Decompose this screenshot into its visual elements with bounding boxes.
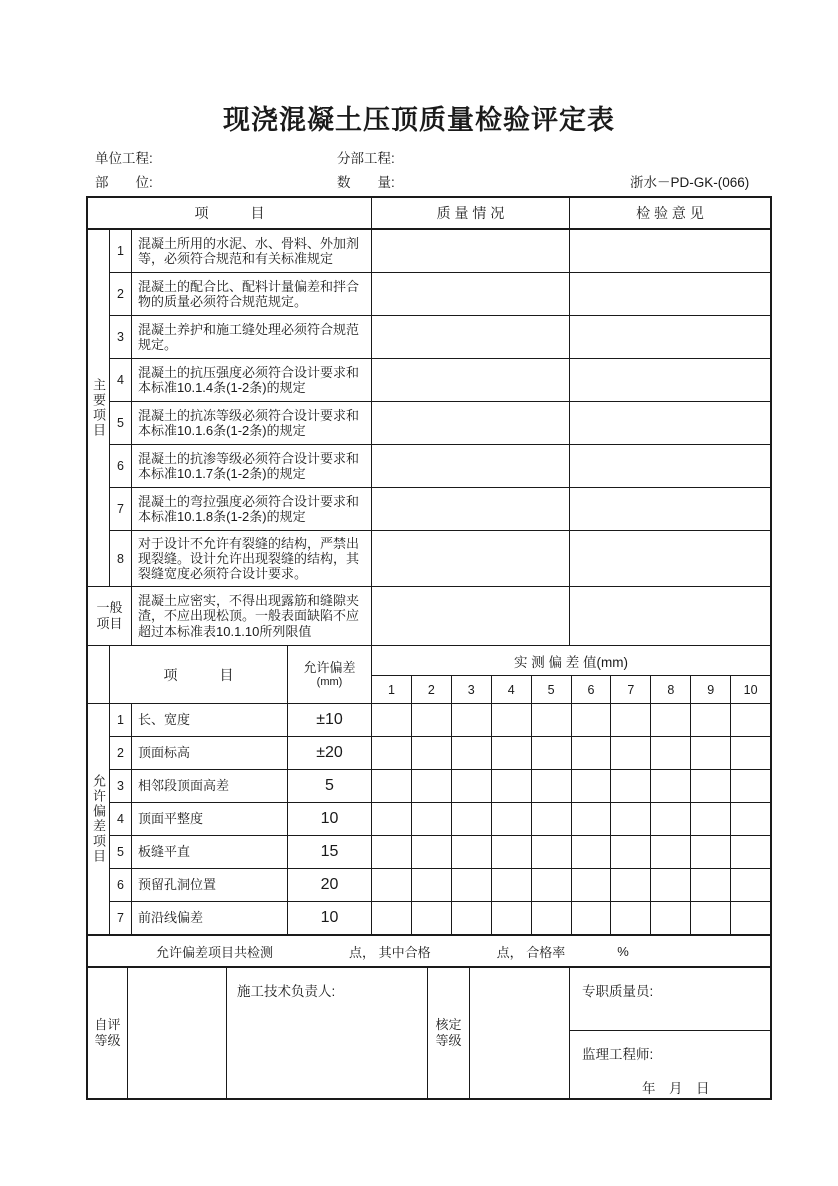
measure-cell	[372, 770, 412, 802]
measure-cell	[492, 704, 532, 736]
measure-cell	[651, 737, 691, 769]
quality-status-cell	[372, 488, 570, 530]
measure-cell	[532, 902, 572, 934]
measure-cell	[731, 770, 770, 802]
measure-cell	[691, 770, 731, 802]
division-project-label: 分部工程:	[337, 151, 395, 166]
measure-col-header: 3	[452, 676, 492, 703]
table-row	[110, 359, 770, 402]
measure-cell	[532, 803, 572, 835]
deviation-item: 顶面平整度	[132, 803, 288, 835]
measure-cell	[651, 803, 691, 835]
measure-cell	[372, 869, 412, 901]
allowed-value: 5	[288, 770, 372, 802]
measure-cell	[452, 737, 492, 769]
self-rating-value-cell	[128, 968, 227, 1098]
row-requirement: 混凝土养护和施工缝处理必须符合规范规定。	[132, 316, 372, 358]
measured-deviation-header	[372, 646, 770, 703]
measure-cell	[412, 704, 452, 736]
row-number: 3	[110, 316, 132, 358]
date-line: 年 月 日	[642, 1081, 710, 1096]
measure-cell	[412, 836, 452, 868]
measure-cell	[372, 836, 412, 868]
table-row	[110, 230, 770, 273]
quality-status-cell	[372, 531, 570, 586]
deviation-row	[110, 836, 770, 869]
allowed-value: 10	[288, 803, 372, 835]
inspection-opinion-cell	[570, 445, 770, 487]
measure-cell	[691, 737, 731, 769]
measure-cell	[532, 770, 572, 802]
quality-status-cell	[372, 230, 570, 272]
allowed-value: ±10	[288, 704, 372, 736]
inspection-opinion-cell	[570, 402, 770, 444]
measure-cell	[651, 836, 691, 868]
measure-cell	[492, 770, 532, 802]
measure-cell	[412, 770, 452, 802]
quality-status-cell	[372, 587, 570, 645]
row-requirement: 混凝土的配合比、配料计量偏差和拌合物的质量必须符合规范规定。	[132, 273, 372, 315]
inspection-table	[86, 196, 772, 1100]
deviation-row	[110, 803, 770, 836]
deviation-item: 长、宽度	[132, 704, 288, 736]
measure-cell	[691, 803, 731, 835]
measure-cell	[412, 869, 452, 901]
row-number: 1	[110, 704, 132, 736]
general-section-label: 一般项目	[88, 587, 132, 645]
inspection-opinion-cell	[570, 531, 770, 586]
measure-cell	[731, 803, 770, 835]
summary-qualified-label: 点， 其中合格	[349, 944, 431, 960]
inspection-opinion-cell	[570, 359, 770, 401]
deviation-row	[110, 770, 770, 803]
row-number: 7	[110, 488, 132, 530]
measure-col-header: 1	[372, 676, 412, 703]
measure-cell	[651, 902, 691, 934]
measure-cell	[731, 902, 770, 934]
row-number: 3	[110, 770, 132, 802]
measure-cell	[611, 737, 651, 769]
measure-cell	[572, 869, 612, 901]
measure-cell	[492, 902, 532, 934]
quality-officer-signature-cell: 专职质量员:	[570, 968, 770, 1031]
deviation-section-label: 允许偏差项目	[88, 704, 110, 934]
row-number: 4	[110, 359, 132, 401]
allowed-value: 10	[288, 902, 372, 934]
measure-col-header: 8	[651, 676, 691, 703]
measure-cell	[651, 704, 691, 736]
quality-status-cell	[372, 316, 570, 358]
inspection-opinion-cell	[570, 488, 770, 530]
deviation-row	[110, 869, 770, 902]
deviation-col-item: 项 目	[110, 646, 288, 703]
measure-col-header: 7	[611, 676, 651, 703]
measure-cell	[572, 737, 612, 769]
deviation-row	[110, 902, 770, 934]
measure-cell	[532, 737, 572, 769]
measure-cell	[412, 737, 452, 769]
measured-deviation-title: 实 测 偏 差 值(mm)	[372, 646, 770, 676]
row-requirement: 混凝土的抗冻等级必须符合设计要求和本标准10.1.6条(1-2条)的规定	[132, 402, 372, 444]
measure-cell	[372, 902, 412, 934]
measure-cell	[492, 869, 532, 901]
quality-status-cell	[372, 359, 570, 401]
tech-lead-signature-cell: 施工技术负责人:	[227, 968, 428, 1098]
measure-col-header: 4	[492, 676, 532, 703]
measure-cell	[572, 836, 612, 868]
measure-cell	[532, 704, 572, 736]
row-requirement: 混凝土的抗渗等级必须符合设计要求和本标准10.1.7条(1-2条)的规定	[132, 445, 372, 487]
measure-cell	[452, 902, 492, 934]
col-header-opinion: 检 验 意 见	[636, 205, 704, 221]
measure-cell	[452, 803, 492, 835]
measure-cell	[611, 803, 651, 835]
row-number: 6	[110, 445, 132, 487]
supervisor-signature-cell: 监理工程师:	[582, 1047, 654, 1062]
measure-cell	[691, 836, 731, 868]
measure-cell	[572, 770, 612, 802]
quantity-label: 数 量:	[337, 175, 395, 190]
summary-rate-label: 点， 合格率	[496, 944, 566, 960]
deviation-col-allowed: 允许偏差 (mm)	[288, 646, 372, 703]
measure-col-header: 9	[691, 676, 731, 703]
measure-cell	[372, 704, 412, 736]
summary-percent-sign: %	[617, 943, 629, 959]
general-item-section	[88, 587, 770, 646]
row-number: 4	[110, 803, 132, 835]
measure-cell	[572, 902, 612, 934]
measure-cell	[731, 737, 770, 769]
measure-cell	[611, 836, 651, 868]
verify-rating-label: 核定等级	[428, 968, 470, 1098]
main-section-label: 主要项目	[88, 230, 110, 586]
inspection-opinion-cell	[570, 230, 770, 272]
inspection-opinion-cell	[570, 587, 770, 645]
form-code: 浙水－PD-GK-(066)	[630, 175, 750, 190]
deviation-row	[110, 737, 770, 770]
quality-status-cell	[372, 445, 570, 487]
measure-cell	[731, 836, 770, 868]
measure-cell	[611, 770, 651, 802]
measure-cell	[492, 737, 532, 769]
inspection-opinion-cell	[570, 273, 770, 315]
measure-cell	[572, 803, 612, 835]
part-label: 部 位:	[95, 175, 153, 190]
table-header-row	[88, 198, 770, 230]
measure-cell	[691, 704, 731, 736]
measure-cell	[611, 902, 651, 934]
row-number: 8	[110, 531, 132, 586]
inspection-opinion-cell	[570, 316, 770, 358]
table-row	[110, 402, 770, 445]
allowed-value: ±20	[288, 737, 372, 769]
measure-col-header: 10	[743, 682, 758, 697]
allowed-value: 20	[288, 869, 372, 901]
summary-checked-label: 允许偏差项目共检测	[156, 944, 274, 960]
summary-row	[88, 936, 770, 968]
deviation-item: 预留孔洞位置	[132, 869, 288, 901]
verify-rating-value-cell	[470, 968, 570, 1098]
measure-cell	[611, 704, 651, 736]
row-number: 6	[110, 869, 132, 901]
unit-project-label: 单位工程:	[95, 151, 153, 166]
allowed-value: 15	[288, 836, 372, 868]
measure-cell	[532, 836, 572, 868]
table-row	[110, 488, 770, 531]
deviation-section	[88, 704, 770, 936]
row-requirement: 混凝土的抗压强度必须符合设计要求和本标准10.1.4条(1-2条)的规定	[132, 359, 372, 401]
measure-cell	[452, 770, 492, 802]
measure-cell	[691, 869, 731, 901]
measure-cell	[372, 737, 412, 769]
measure-cell	[532, 869, 572, 901]
table-row	[110, 445, 770, 488]
row-number: 5	[110, 402, 132, 444]
measure-cell	[452, 704, 492, 736]
measure-cell	[651, 770, 691, 802]
measure-cell	[651, 869, 691, 901]
deviation-item: 板缝平直	[132, 836, 288, 868]
row-requirement: 混凝土的弯拉强度必须符合设计要求和本标准10.1.8条(1-2条)的规定	[132, 488, 372, 530]
deviation-row	[110, 704, 770, 737]
table-row	[110, 316, 770, 359]
row-number: 2	[110, 273, 132, 315]
quality-status-cell	[372, 402, 570, 444]
measure-col-header: 5	[532, 676, 572, 703]
row-number: 5	[110, 836, 132, 868]
row-number: 1	[110, 230, 132, 272]
deviation-item: 前沿线偏差	[132, 902, 288, 934]
measure-cell	[372, 803, 412, 835]
deviation-header-row	[88, 646, 770, 704]
col-header-item: 项 目	[88, 198, 372, 228]
row-requirement: 混凝土所用的水泥、水、骨料、外加剂等，必须符合规范和有关标准规定	[132, 230, 372, 272]
deviation-item: 相邻段顶面高差	[132, 770, 288, 802]
page-title: 现浇混凝土压顶质量检验评定表	[223, 105, 615, 135]
row-number: 2	[110, 737, 132, 769]
row-requirement: 对于设计不允许有裂缝的结构，严禁出现裂缝。设计允许出现裂缝的结构，其裂缝宽度必须符合设计要求。	[132, 531, 372, 586]
measure-cell	[452, 836, 492, 868]
table-row	[110, 531, 770, 586]
measure-cell	[412, 902, 452, 934]
table-row	[110, 273, 770, 316]
general-requirement: 混凝土应密实，不得出现露筋和缝隙夹渣，不应出现松顶。一般表面缺陷不应超过本标准表10.1.10所列限值	[132, 587, 372, 645]
main-items-section	[88, 230, 770, 587]
self-rating-label: 自评等级	[88, 968, 128, 1098]
measure-cell	[452, 869, 492, 901]
measure-cell	[691, 902, 731, 934]
measure-cell	[412, 803, 452, 835]
deviation-item: 顶面标高	[132, 737, 288, 769]
measure-cell	[572, 704, 612, 736]
row-number: 7	[110, 902, 132, 934]
measure-cell	[731, 704, 770, 736]
measure-col-header: 6	[572, 676, 612, 703]
measure-cell	[492, 803, 532, 835]
measure-cell	[492, 836, 532, 868]
col-header-quality: 质 量 情 况	[372, 198, 570, 228]
quality-status-cell	[372, 273, 570, 315]
measure-cell	[731, 869, 770, 901]
measure-col-header: 2	[412, 676, 452, 703]
measure-cell	[611, 869, 651, 901]
deviation-label-spacer	[88, 646, 110, 703]
